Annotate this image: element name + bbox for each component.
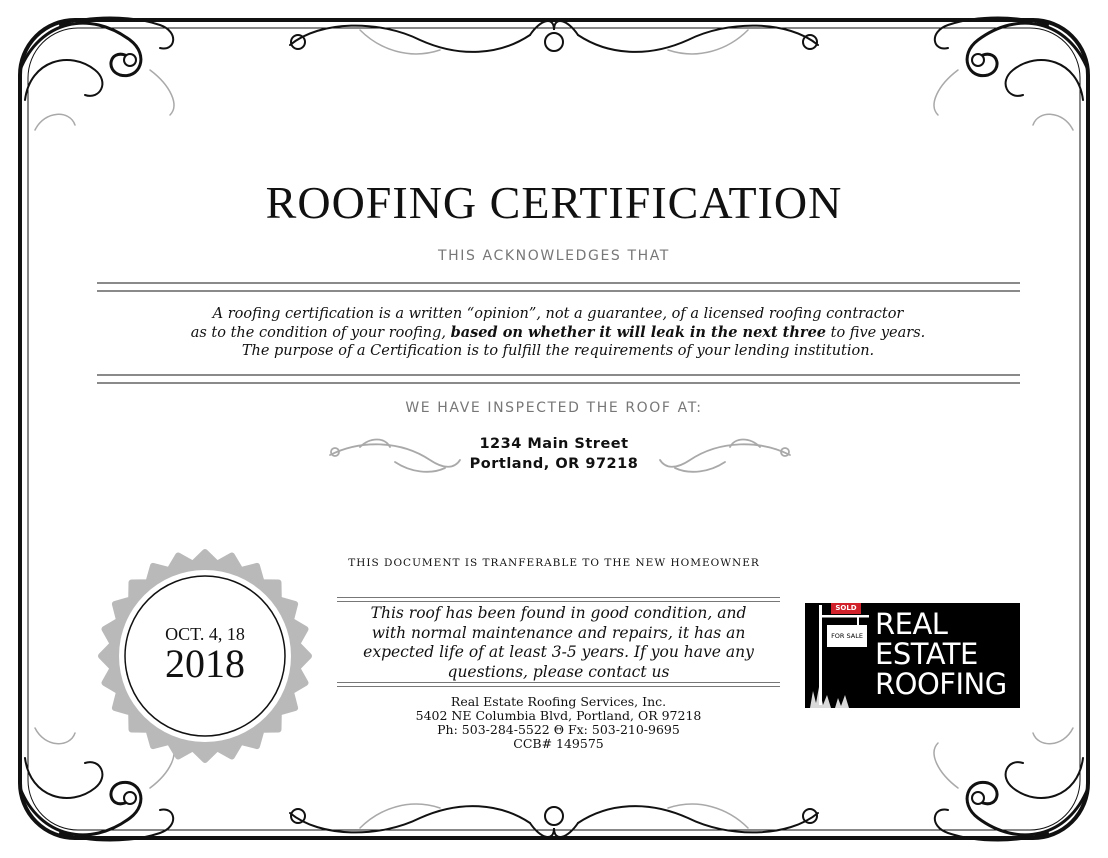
inspected-label: WE HAVE INSPECTED THE ROOF AT:	[405, 400, 703, 416]
intro-line-2	[110, 324, 1006, 343]
flourish-bottom-center	[290, 804, 818, 837]
intro-paragraph	[110, 305, 1006, 361]
statement-rule-bottom	[337, 682, 780, 687]
company-info	[337, 695, 780, 751]
flourish-bottom-right	[934, 728, 1088, 841]
statement-line-3: expected life of at least 3-5 years. If you have any	[363, 643, 754, 661]
certificate-title: ROOFING CERTIFICATION	[265, 177, 843, 228]
intro-line-3: The purpose of a Certification is to fulfill the requirements of your lending institution.	[241, 343, 875, 359]
sold-sign: SOLD	[831, 603, 861, 614]
seal-year: 2018	[165, 641, 245, 686]
intro-line-2-bold: based on whether it will leak in the next three	[450, 323, 827, 341]
statement-line-2: with normal maintenance and repairs, it has an	[371, 623, 746, 642]
intro-line-2-pre: as to the condition of your roofing,	[190, 324, 451, 341]
flourish-top-center	[290, 21, 818, 54]
company-address: 5402 NE Columbia Blvd, Portland, OR 97218	[415, 708, 702, 723]
company-logo	[805, 603, 1020, 708]
company-name: Real Estate Roofing Services, Inc.	[450, 694, 667, 709]
flourish-top-right	[934, 18, 1088, 131]
acknowledges-label: THIS ACKNOWLEDGES THAT	[438, 248, 670, 264]
address-city: Portland, OR 97218	[469, 456, 639, 472]
property-address	[0, 434, 1108, 474]
logo-word-roofing: ROOFING	[875, 667, 1007, 701]
for-sale-sign: FOR SALE	[827, 625, 867, 647]
divider-middle	[97, 374, 1020, 384]
transferable-notice: THIS DOCUMENT IS TRANFERABLE TO THE NEW HOMEOWNER	[348, 557, 760, 569]
company-ccb: CCB# 149575	[513, 736, 604, 751]
divider-top	[97, 282, 1020, 292]
statement-line-4: questions, please contact us	[447, 662, 670, 681]
flourish-top-left	[20, 18, 174, 131]
statement-line-1: This roof has been found in good condition, and	[370, 604, 747, 622]
intro-line-2-post: to five years.	[826, 324, 926, 341]
logo-word-estate: ESTATE	[875, 637, 978, 671]
sign-post-graphic	[805, 603, 875, 708]
seal-date: OCT. 4, 18	[165, 624, 245, 644]
address-street: 1234 Main Street	[479, 436, 629, 452]
company-phone: Ph: 503-284-5522 Θ Fx: 503-210-9695	[437, 722, 680, 737]
condition-statement	[337, 604, 780, 682]
intro-line-1: A roofing certification is a written “opinion”, not a guarantee, of a licensed roofing contractor	[212, 306, 904, 322]
logo-word-real: REAL	[875, 607, 948, 641]
statement-rule-top	[337, 597, 780, 602]
